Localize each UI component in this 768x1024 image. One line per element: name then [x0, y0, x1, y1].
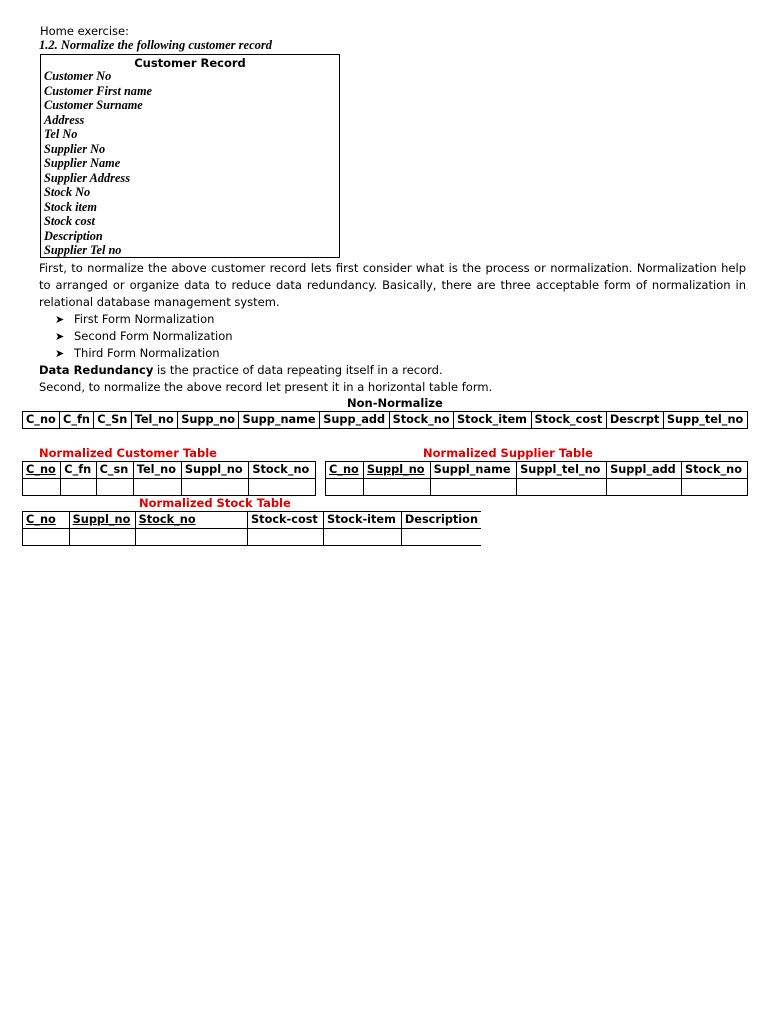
table-cell: [326, 479, 364, 496]
column-header: Stock_no: [249, 462, 316, 479]
customer-table: [22, 461, 316, 496]
table-header-row: [23, 462, 316, 479]
column-header: Stock-item: [323, 512, 401, 529]
column-header: Stock-cost: [248, 512, 324, 529]
stock-table-title: Normalized Stock Table: [139, 496, 291, 510]
record-field: Supplier Tel no: [44, 243, 122, 257]
table-cell: [133, 479, 181, 496]
arrow-bullet-icon: ➤: [55, 313, 65, 326]
column-header: Tel_no: [131, 412, 178, 429]
supplier-table-title: Normalized Supplier Table: [423, 446, 593, 460]
redundancy-definition: [39, 362, 443, 379]
home-exercise-label: Home exercise:: [40, 24, 129, 38]
arrow-bullet-icon: ➤: [55, 330, 65, 343]
column-header: Suppl_name: [430, 462, 517, 479]
table-cell: [323, 529, 401, 546]
column-header: Suppl_tel_no: [517, 462, 607, 479]
table-cell: [23, 479, 61, 496]
column-header: Suppl_add: [607, 462, 682, 479]
column-header: Stock_no: [682, 462, 748, 479]
record-field: Customer No: [44, 69, 112, 83]
column-header: Stock_no: [389, 412, 453, 429]
bullet-item: [55, 328, 233, 345]
non-normalize-title: Non-Normalize: [347, 396, 443, 410]
customer-record-box: [40, 54, 340, 258]
table-cell: [682, 479, 748, 496]
record-field: Customer Surname: [44, 98, 143, 112]
redundancy-term: Data Redundancy: [39, 363, 154, 377]
table-row: [326, 479, 748, 496]
table-cell: [181, 479, 248, 496]
second-sentence: Second, to normalize the above record let present it in a horizontal table form.: [39, 380, 493, 394]
table-cell: [135, 529, 247, 546]
customer-table-title: Normalized Customer Table: [39, 446, 217, 460]
column-header: Supp_name: [239, 412, 320, 429]
column-header-key: Suppl_no: [363, 462, 430, 479]
table-cell: [363, 479, 430, 496]
exercise-subtitle: 1.2. Normalize the following customer record: [39, 38, 272, 52]
column-header-key: C_no: [23, 462, 61, 479]
non-normalize-table: [22, 411, 748, 429]
table-cell: [249, 479, 316, 496]
record-field: Description: [44, 228, 103, 243]
redundancy-text: is the practice of data repeating itself in a record.: [153, 363, 443, 377]
bullet-item: [55, 311, 214, 328]
column-header-key: C_no: [326, 462, 364, 479]
column-header-key: Stock_no: [135, 512, 247, 529]
table-header-row: [326, 462, 748, 479]
column-header: C_fn: [60, 412, 94, 429]
column-header: Supp_tel_no: [663, 412, 747, 429]
customer-record-fields: [44, 69, 152, 258]
table-header-row: [23, 512, 482, 529]
column-header: C_sn: [96, 462, 133, 479]
column-header: Suppl_no: [181, 462, 248, 479]
record-field: Stock No: [44, 185, 91, 199]
column-header: Supp_no: [178, 412, 239, 429]
table-header-row: [23, 412, 748, 429]
table-cell: [607, 479, 682, 496]
column-header: Description: [401, 512, 481, 529]
record-field: Stock cost: [44, 214, 95, 228]
table-row: [23, 529, 482, 546]
column-header-key: Suppl_no: [69, 512, 135, 529]
column-header: Tel_no: [133, 462, 181, 479]
table-cell: [430, 479, 517, 496]
record-field: Customer First name: [44, 83, 152, 98]
bullet-text: First Form Normalization: [74, 312, 215, 326]
table-cell: [517, 479, 607, 496]
intro-paragraph: First, to normalize the above customer record lets first consider what is the process or normalization. Normalization help to arranged or organize data to reduce data redundancy. Basically, there are three acceptable form of normalization in relational database management system.: [39, 261, 746, 309]
table-cell: [401, 529, 481, 546]
table-cell: [23, 529, 70, 546]
record-field: Supplier Name: [44, 156, 121, 170]
stock-table: [22, 511, 481, 546]
record-field: Supplier Address: [44, 170, 130, 185]
bullet-item: [55, 345, 220, 362]
record-field: Stock item: [44, 199, 97, 214]
table-cell: [96, 479, 133, 496]
table-cell: [248, 529, 324, 546]
column-header: Supp_add: [320, 412, 389, 429]
column-header: Descrpt: [606, 412, 663, 429]
column-header: C_no: [23, 412, 60, 429]
column-header-key: C_no: [23, 512, 70, 529]
customer-record-title: Customer Record: [134, 56, 246, 70]
bullet-text: Second Form Normalization: [74, 329, 233, 343]
arrow-bullet-icon: ➤: [55, 347, 65, 360]
record-field: Supplier No: [44, 141, 106, 156]
record-field: Address: [44, 112, 85, 127]
record-field: Tel No: [44, 127, 78, 141]
column-header: Stock_cost: [531, 412, 606, 429]
table-cell: [61, 479, 96, 496]
table-cell: [69, 529, 135, 546]
bullet-text: Third Form Normalization: [74, 346, 220, 360]
column-header: Stock_item: [454, 412, 531, 429]
supplier-table: [325, 461, 748, 496]
column-header: C_Sn: [94, 412, 131, 429]
column-header: C_fn: [61, 462, 96, 479]
table-row: [23, 479, 316, 496]
